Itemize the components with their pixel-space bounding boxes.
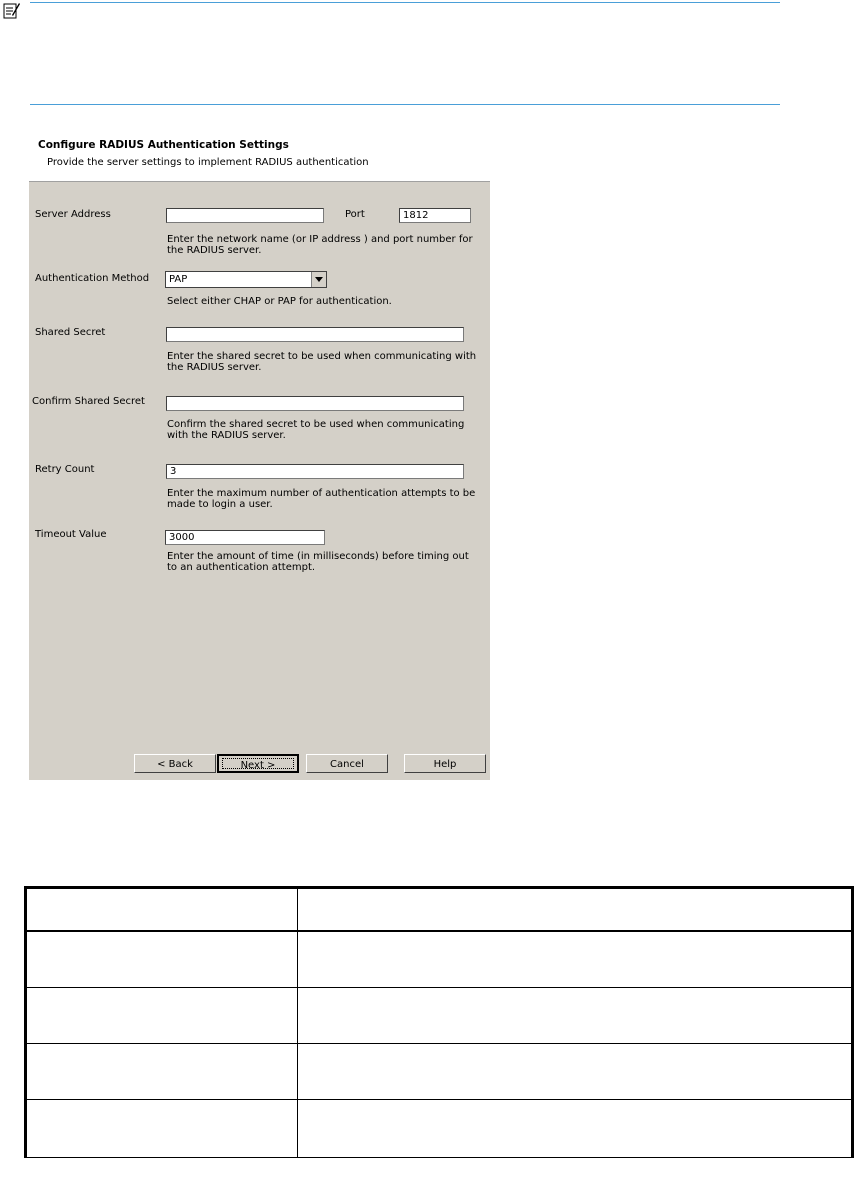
confirm-secret-hint: Confirm the shared secret to be used when communicating with the RADIUS server. (167, 419, 465, 441)
table-cell (26, 888, 298, 932)
empty-table (24, 886, 854, 1158)
server-address-hint: Enter the network name (or IP address ) and port number for the RADIUS server. (167, 234, 473, 256)
table-cell (298, 931, 853, 988)
back-button[interactable]: < Back (134, 754, 216, 773)
next-button-label: Next > (240, 760, 276, 771)
table-row (26, 988, 853, 1044)
auth-method-select[interactable] (165, 271, 327, 288)
timeout-label: Timeout Value (35, 529, 107, 540)
port-label: Port (345, 209, 365, 220)
table-cell (298, 888, 853, 932)
table-cell (26, 931, 298, 988)
confirm-secret-label: Confirm Shared Secret (32, 396, 145, 407)
shared-secret-input[interactable] (166, 327, 464, 342)
table-row (26, 1044, 853, 1100)
confirm-secret-input[interactable] (166, 396, 464, 411)
retry-count-label: Retry Count (35, 464, 95, 475)
next-button[interactable] (217, 754, 299, 773)
timeout-hint: Enter the amount of time (in milliseconds) before timing out to an authentication attempt. (167, 551, 469, 573)
table-row (26, 931, 853, 988)
note-bottom-rule (30, 104, 780, 105)
chevron-down-icon[interactable] (311, 272, 326, 287)
dialog-subtitle: Provide the server settings to implement RADIUS authentication (47, 157, 369, 168)
radius-settings-dialog (29, 133, 490, 780)
retry-count-hint: Enter the maximum number of authentication attempts to be made to login a user. (167, 488, 476, 510)
auth-method-value: PAP (169, 274, 188, 285)
port-input[interactable]: 1812 (399, 208, 471, 223)
cancel-button[interactable]: Cancel (306, 754, 388, 773)
table-row (26, 1100, 853, 1158)
table-header-row (26, 888, 853, 932)
table-cell (298, 1100, 853, 1158)
note-icon (3, 2, 20, 19)
auth-method-label: Authentication Method (35, 273, 150, 284)
shared-secret-label: Shared Secret (35, 327, 106, 338)
auth-method-hint: Select either CHAP or PAP for authentication. (167, 296, 392, 307)
help-button[interactable]: Help (404, 754, 486, 773)
note-top-rule (30, 2, 780, 3)
server-address-label: Server Address (35, 209, 111, 220)
retry-count-input[interactable]: 3 (166, 464, 464, 479)
focus-rectangle (222, 758, 294, 769)
table-cell (298, 988, 853, 1044)
server-address-input[interactable] (166, 208, 324, 223)
shared-secret-hint: Enter the shared secret to be used when communicating with the RADIUS server. (167, 351, 477, 373)
table-cell (26, 1100, 298, 1158)
dialog-title: Configure RADIUS Authentication Settings (38, 139, 289, 151)
table-cell (26, 1044, 298, 1100)
table-cell (26, 988, 298, 1044)
dialog-header (29, 133, 490, 182)
table-cell (298, 1044, 853, 1100)
timeout-input[interactable]: 3000 (165, 530, 325, 545)
